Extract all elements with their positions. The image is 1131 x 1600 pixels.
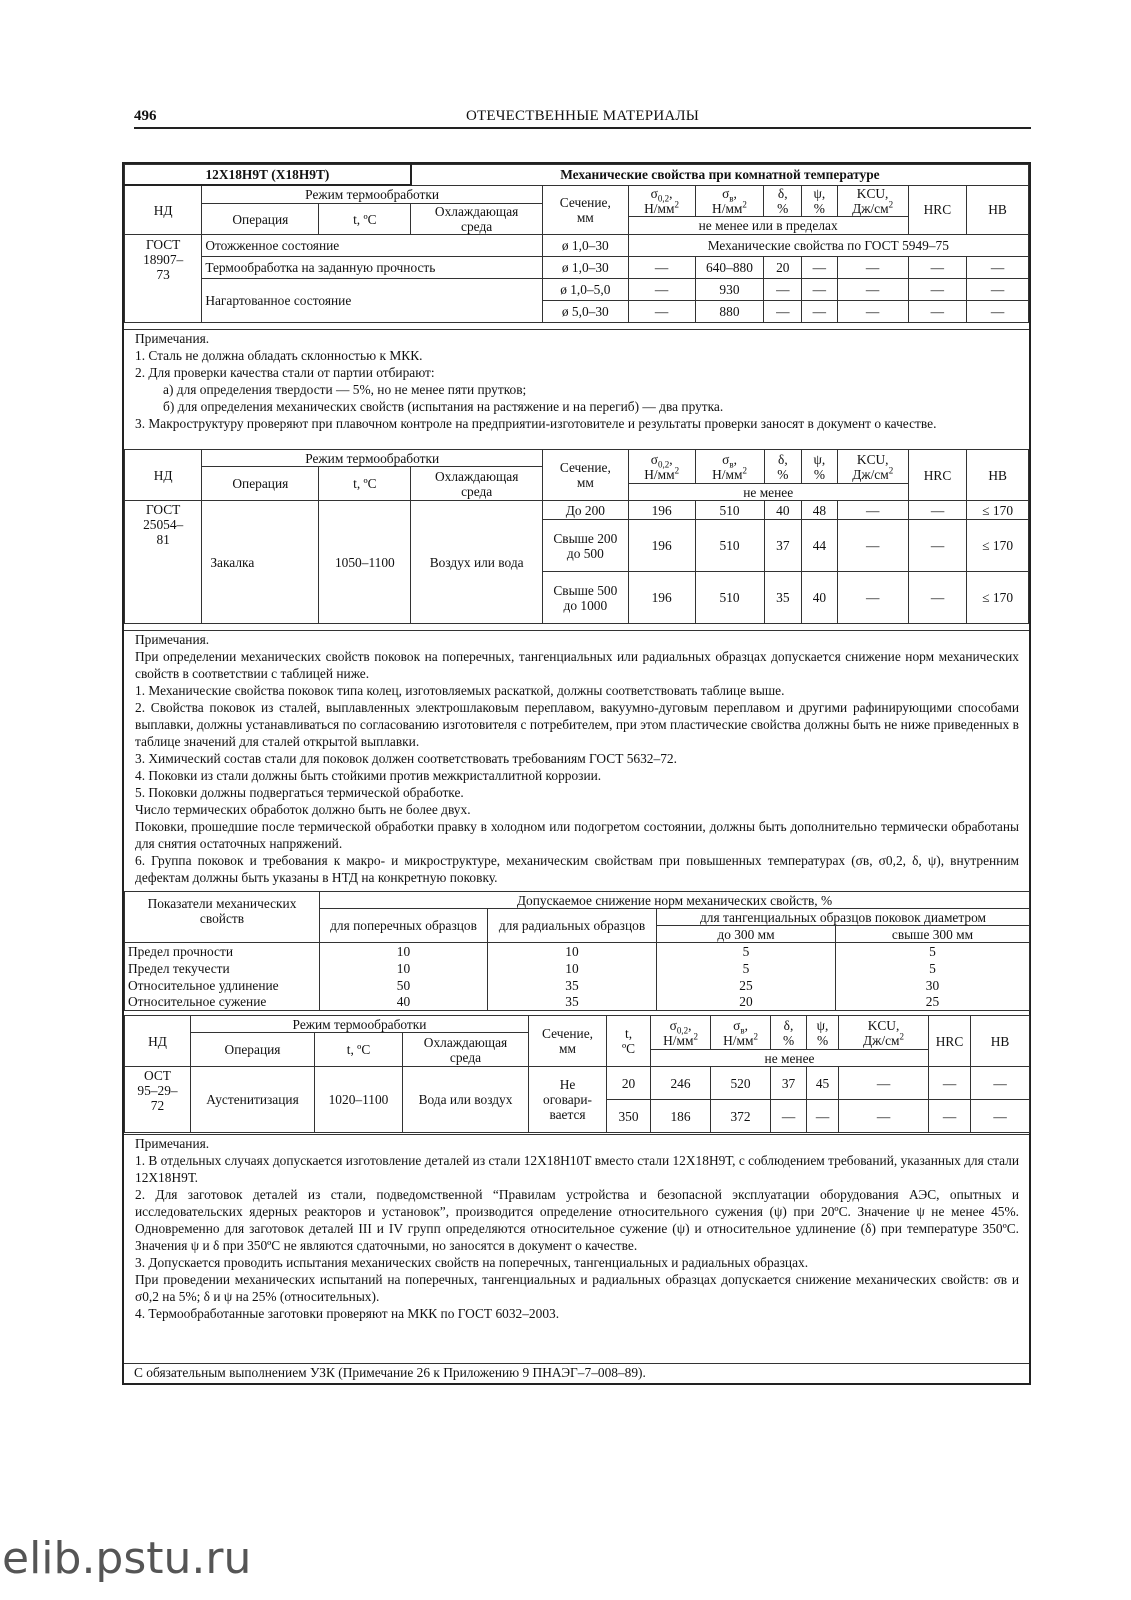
cell-delta: —	[764, 279, 802, 301]
col-nd: НД	[125, 1016, 191, 1067]
cell-hrc: —	[929, 1100, 971, 1133]
table-ost-95-29-72	[124, 1015, 1029, 1133]
cell-sb: 520	[711, 1067, 771, 1100]
notes-2	[124, 630, 1029, 886]
cell-sb: 510	[695, 572, 764, 624]
cell-s02: —	[628, 257, 695, 279]
cell-hrc: —	[908, 279, 967, 301]
section-value: Не оговари- вается	[529, 1067, 607, 1133]
reduction-value: 30	[836, 977, 1030, 994]
cell-psi: —	[802, 257, 838, 279]
row-operation: Нагартованное состояние	[202, 279, 543, 323]
col-over300: свыше 300 мм	[836, 926, 1030, 943]
temp-value: 1020–1100	[315, 1067, 403, 1133]
note-line: Примечания.	[135, 1136, 210, 1151]
col-delta: δ, %	[771, 1016, 807, 1050]
notes-1	[124, 329, 1029, 432]
note-line: 3. Макроструктуру проверяют при плавочном контроле на предприятии-изготовителе и результаты проверки заносят в документ о качестве.	[135, 416, 937, 431]
note-line: 1. Сталь не должна обладать склонностью к МКК.	[135, 348, 423, 363]
nd-value: ГОСТ 18907– 73	[125, 235, 202, 323]
temp-value: 1050–1100	[319, 501, 411, 624]
reduction-value: 10	[488, 943, 657, 960]
notes-3	[124, 1134, 1029, 1322]
nd-value: ОСТ 95–29– 72	[125, 1067, 191, 1133]
col-hb: НВ	[971, 1016, 1030, 1067]
col-sigmab: $\sigma_в$, $Н/мм^2$	[695, 450, 764, 484]
cell-hb: —	[967, 279, 1029, 301]
cell-delta: 40	[764, 501, 802, 520]
cell-s02: 246	[651, 1067, 711, 1100]
material-frame	[122, 162, 1031, 1385]
col-kcu: KCU, $Дж/см^2$	[839, 1016, 929, 1050]
col-hb: НВ	[967, 450, 1029, 501]
reduction-value: 10	[320, 943, 488, 960]
cell-kcu: —	[837, 301, 908, 323]
table-reduction	[124, 891, 1029, 1011]
index-name: Относительное удлинение	[125, 977, 320, 994]
col-temp: t, ºС	[319, 204, 411, 235]
note-line: 3. Допускается проводить испытания механических свойств на поперечных, тангенциальных и радиальных образцах.	[135, 1255, 809, 1270]
cell-sb: 930	[695, 279, 764, 301]
row-section: ø 1,0–5,0	[542, 279, 628, 301]
col-cool: Охлаждающая среда	[411, 467, 543, 501]
index-name: Относительное сужение	[125, 994, 320, 1011]
cell-s02: 196	[628, 520, 695, 572]
row-section: Свыше 500 до 1000	[543, 572, 629, 624]
cell-hrc: —	[908, 501, 967, 520]
note-line: 5. Поковки должны подвергаться термической обработке.	[135, 785, 464, 800]
reduction-value: 10	[488, 960, 657, 977]
note-line: 6. Группа поковок и требования к макро- и микроструктуре, механическим свойствам при повышенных температурах (σв, σ0,2, δ, ψ), внутренним дефектам должны быть указаны в НТД на конкретную поковку.	[135, 853, 1019, 885]
row-operation: Отожженное состояние	[202, 235, 543, 257]
note-line: 3. Химический состав стали для поковок должен соответствовать требованиям ГОСТ 5632–72.	[135, 751, 677, 766]
col-cool: Охлаждающая среда	[411, 204, 543, 235]
col-temp: t, ºС	[319, 467, 411, 501]
reduction-value: 25	[836, 994, 1030, 1011]
cool-value: Воздух или вода	[411, 501, 543, 624]
col-t: t, ºС	[607, 1016, 651, 1067]
cell-delta: 20	[764, 257, 802, 279]
col-operation: Операция	[202, 204, 319, 235]
note-line: При проведении механических испытаний на поперечных, тангенциальных и радиальных образцах допускается снижение механических свойств: σв и σ0,2 на 5%; δ и ψ на 25% (относительных).	[135, 1272, 1019, 1304]
col-hb: НВ	[967, 185, 1029, 235]
cell-hb: ≤ 170	[967, 520, 1029, 572]
grade-label: 12Х18Н9Т (Х18Н9Т)	[125, 165, 411, 186]
col-cool: Охлаждающая среда	[403, 1033, 529, 1067]
cell-hrc: —	[908, 572, 967, 624]
cell-delta: 37	[764, 520, 802, 572]
cell-kcu: —	[837, 279, 908, 301]
index-name: Предел текучести	[125, 960, 320, 977]
row-note: Механические свойства по ГОСТ 5949–75	[628, 235, 1028, 257]
reduction-value: 5	[657, 943, 836, 960]
reduction-value: 25	[657, 977, 836, 994]
col-temp: t, ºС	[315, 1033, 403, 1067]
note-line: При определении механических свойств поковок на поперечных, тангенциальных или радиальных образцах допускается снижение норм механических свойств в соответствии с таблицей ниже.	[135, 649, 1019, 681]
col-tangential: для тангенциальных образцов поковок диаметром	[657, 909, 1030, 926]
operation-value: Закалка	[202, 501, 319, 624]
table-title: Механические свойства при комнатной температуре	[411, 165, 1029, 186]
cell-hb: ≤ 170	[967, 572, 1029, 624]
cell-hrc: —	[908, 257, 967, 279]
cell-psi: 45	[807, 1067, 839, 1100]
reduction-value: 5	[836, 960, 1030, 977]
col-sigmab: $\sigma_в$, $Н/мм^2$	[695, 185, 764, 217]
cell-kcu: —	[837, 572, 908, 624]
limit-caption: не менее или в пределах	[628, 217, 908, 235]
cell-kcu: —	[839, 1067, 929, 1100]
col-kcu: KCU, $Дж/см^2$	[837, 450, 908, 484]
cell-psi: —	[802, 279, 838, 301]
cell-s02: —	[628, 301, 695, 323]
table-gost-18907	[124, 164, 1029, 323]
cell-t: 20	[607, 1067, 651, 1100]
note-line: 1. Механические свойства поковок типа колец, изготовляемых раскаткой, должны соответствовать таблице выше.	[135, 683, 785, 698]
col-sigma02: $\sigma_{0,2}$, $Н/мм^2$	[628, 185, 695, 217]
col-delta: δ, %	[764, 185, 802, 217]
col-mode: Режим термообработки	[202, 450, 543, 467]
note-line: Поковки, прошедшие после термической обработки правку в холодном или подогретом состоянии, должны быть дополнительно термически обработаны для снятия остаточных напряжений.	[135, 819, 1019, 851]
col-sigma02: $\sigma_{0,2}$, $Н/мм^2$	[628, 450, 695, 484]
col-allowed: Допускаемое снижение норм механических свойств, %	[320, 892, 1030, 909]
cell-s02: 196	[628, 501, 695, 520]
cell-sb: 510	[695, 501, 764, 520]
cell-hb: —	[967, 301, 1029, 323]
reduction-value: 20	[657, 994, 836, 1011]
cell-delta: —	[771, 1100, 807, 1133]
cell-delta: 35	[764, 572, 802, 624]
cell-hrc: —	[908, 520, 967, 572]
col-psi: ψ, %	[807, 1016, 839, 1050]
reduction-value: 10	[320, 960, 488, 977]
operation-value: Аустенитизация	[191, 1067, 315, 1133]
note-line: 2. Свойства поковок из сталей, выплавленных электрошлаковым переплавом, вакуумно-дуговым переплавом и другими рафинирующими способами выплавки, должны устанавливаться по согласованию изготовителя с потребителем, при этом пластические свойства должны быть не ниже приведенных в таблице значений для сталей открытой выплавки.	[135, 700, 1019, 749]
nd-value: ГОСТ 25054– 81	[125, 501, 202, 624]
cell-kcu: —	[837, 520, 908, 572]
col-radial: для радиальных образцов	[488, 909, 657, 943]
col-section: Сечение, мм	[543, 450, 629, 501]
col-section: Сечение, мм	[529, 1016, 607, 1067]
row-section: Свыше 200 до 500	[543, 520, 629, 572]
cell-psi: 48	[802, 501, 838, 520]
cell-hb: —	[967, 257, 1029, 279]
col-psi: ψ, %	[802, 450, 838, 484]
cool-value: Вода или воздух	[403, 1067, 529, 1133]
cell-hb: —	[971, 1067, 1030, 1100]
row-section: До 200	[543, 501, 629, 520]
table-gost-25054	[124, 449, 1029, 624]
cell-hrc: —	[908, 301, 967, 323]
cell-psi: 40	[802, 572, 838, 624]
cell-delta: 37	[771, 1067, 807, 1100]
note-line: 1. В отдельных случаях допускается изготовление деталей из стали 12Х18Н10Т вместо стали 12Х18Н9Т, с соблюдением требований, указанных для стали 12Х18Н9Т.	[135, 1153, 1019, 1185]
reduction-value: 35	[488, 994, 657, 1011]
cell-kcu: —	[837, 501, 908, 520]
limit-caption: не менее	[651, 1050, 929, 1067]
col-mode: Режим термообработки	[191, 1016, 529, 1033]
col-hrc: HRC	[929, 1016, 971, 1067]
cell-s02: 186	[651, 1100, 711, 1133]
row-section: ø 1,0–30	[542, 257, 628, 279]
cell-t: 350	[607, 1100, 651, 1133]
col-hrc: HRC	[908, 450, 967, 501]
note-line: Примечания.	[135, 632, 210, 647]
footer-note: С обязательным выполнением УЗК (Примечание 26 к Приложению 9 ПНАЭГ–7–008–89).	[124, 1363, 1029, 1381]
cell-s02: —	[628, 279, 695, 301]
note-line: 4. Поковки из стали должны быть стойкими против межкристаллитной коррозии.	[135, 768, 602, 783]
book-title: ОТЕЧЕСТВЕННЫЕ МАТЕРИАЛЫ	[465, 108, 700, 124]
cell-kcu: —	[837, 257, 908, 279]
cell-s02: 196	[628, 572, 695, 624]
cell-hb: —	[971, 1100, 1030, 1133]
limit-caption: не менее	[628, 484, 908, 501]
col-sigma02: $\sigma_{0,2}$, $Н/мм^2$	[651, 1016, 711, 1050]
col-delta: δ, %	[764, 450, 802, 484]
col-mode: Режим термообработки	[202, 185, 543, 204]
reduction-value: 5	[836, 943, 1030, 960]
col-nd: НД	[125, 185, 202, 235]
note-line: 4. Термообработанные заготовки проверяют на МКК по ГОСТ 6032–2003.	[135, 1306, 560, 1321]
col-sigmab: $\sigma_в$, $Н/мм^2$	[711, 1016, 771, 1050]
cell-sb: 640–880	[695, 257, 764, 279]
watermark: elib.pstu.ru	[2, 1533, 252, 1584]
row-section: ø 1,0–30	[542, 235, 628, 257]
index-name: Предел прочности	[125, 943, 320, 960]
page-number: 496	[134, 108, 157, 124]
reduction-value: 40	[320, 994, 488, 1011]
cell-hrc: —	[929, 1067, 971, 1100]
col-hrc: HRC	[908, 185, 967, 235]
col-nd: НД	[125, 450, 202, 501]
col-section: Сечение, мм	[542, 185, 628, 235]
col-transverse: для поперечных образцов	[320, 909, 488, 943]
col-kcu: KCU, $Дж/см^2$	[837, 185, 908, 217]
note-line: а) для определения твердости — 5%, но не менее пяти прутков;	[163, 382, 527, 397]
cell-delta: —	[764, 301, 802, 323]
page-header	[134, 107, 1031, 129]
cell-sb: 372	[711, 1100, 771, 1133]
row-section: ø 5,0–30	[542, 301, 628, 323]
note-line: 2. Для проверки качества стали от партии отбирают:	[135, 365, 435, 380]
cell-kcu: —	[839, 1100, 929, 1133]
cell-sb: 510	[695, 520, 764, 572]
cell-hb: ≤ 170	[967, 501, 1029, 520]
note-line: б) для определения механических свойств (испытания на растяжение и на перегиб) — два прутка.	[163, 399, 724, 414]
note-line: Примечания.	[135, 331, 210, 346]
note-line: Число термических обработок должно быть не более двух.	[135, 802, 471, 817]
cell-psi: 44	[802, 520, 838, 572]
col-operation: Операция	[202, 467, 319, 501]
col-upto300: до 300 мм	[657, 926, 836, 943]
row-operation: Термообработка на заданную прочность	[202, 257, 543, 279]
reduction-value: 5	[657, 960, 836, 977]
col-operation: Операция	[191, 1033, 315, 1067]
col-psi: ψ, %	[802, 185, 838, 217]
note-line: 2. Для заготовок деталей из стали, подведомственной “Правилам устройства и безопасной эксплуатации оборудования АЭС, опытных и исследовательских ядерных реакторов и установок”, производится определение относительного сужения (ψ) при 20ºС. Значение ψ не менее 45%. Одновременно для заготовок деталей III и IV групп определяются относительное сужение (ψ) и относительное удлинение (δ) при температуре 350ºС. Значения ψ и δ при 350ºС не являются сдаточными, но заносятся в документ о качестве.	[135, 1187, 1019, 1253]
reduction-value: 50	[320, 977, 488, 994]
reduction-value: 35	[488, 977, 657, 994]
col-index: Показатели механических свойств	[125, 892, 320, 943]
cell-sb: 880	[695, 301, 764, 323]
cell-psi: —	[807, 1100, 839, 1133]
cell-psi: —	[802, 301, 838, 323]
